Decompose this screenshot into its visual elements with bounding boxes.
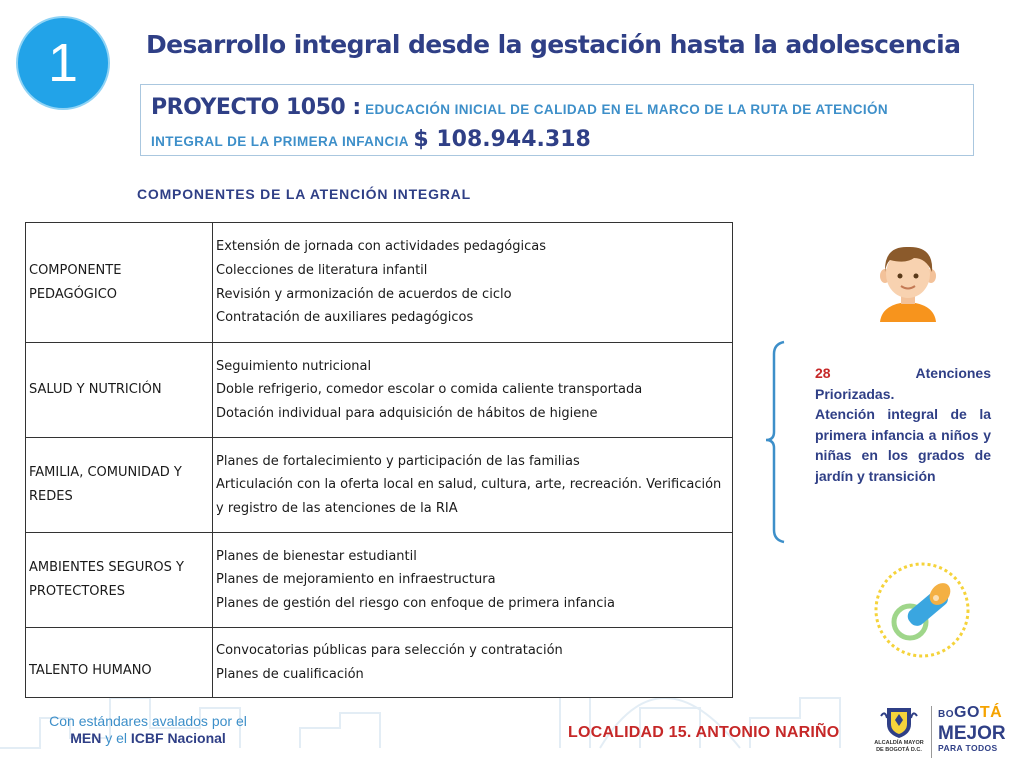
component-activities	[213, 628, 733, 698]
activity-item: Planes de fortalecimiento y participación de las familias	[216, 453, 580, 469]
side-note	[815, 363, 991, 486]
activity-item: Seguimiento nutricional	[216, 358, 372, 374]
table-row	[26, 533, 733, 628]
activity-item: Doble refrigerio, comedor escolar o comida caliente transportada	[216, 382, 643, 398]
brand-mid-line: MEJOR	[938, 723, 1006, 744]
component-activities	[213, 438, 733, 533]
standards-entities	[28, 730, 268, 747]
attention-label-rest: Priorizadas.	[815, 385, 895, 402]
slide-number-badge	[16, 16, 110, 110]
components-table	[25, 222, 733, 698]
brand-accent: TÁ	[979, 704, 1003, 721]
men-label: MEN	[70, 730, 102, 746]
activity-item: Articulación con la oferta local en salud, cultura, arte, recreación. Verificación y registro de las atenciones de la RIA	[216, 477, 722, 516]
boy-avatar-icon	[876, 244, 940, 322]
page-title: Desarrollo integral desde la gestación hasta la adolescencia	[146, 30, 961, 59]
logo-divider	[931, 706, 932, 758]
activity-item: Colecciones de literatura infantil	[216, 262, 428, 278]
attention-count: 28	[815, 365, 831, 381]
activity-item: Extensión de jornada con actividades pedagógicas	[216, 239, 546, 255]
brand-bottom-line: PARA TODOS	[938, 743, 998, 753]
table-row	[26, 343, 733, 438]
project-amount: $ 108.944.318	[413, 127, 591, 152]
brand-small: BO	[938, 709, 954, 720]
activity-item: Convocatorias públicas para selección y contratación	[216, 642, 563, 658]
table-row	[26, 223, 733, 343]
crest-label-line: ALCALDÍA MAYOR	[874, 740, 924, 746]
component-name: FAMILIA, COMUNIDAD Y REDES	[26, 438, 213, 533]
note-line	[815, 363, 991, 384]
crest-label-line: DE BOGOTÁ D.C.	[876, 747, 922, 753]
crest-label	[866, 740, 932, 754]
component-activities	[213, 343, 733, 438]
table-row	[26, 438, 733, 533]
project-name: PROYECTO 1050 :	[151, 95, 361, 120]
standards-note	[28, 713, 268, 747]
attention-label-word: Atenciones	[915, 365, 991, 381]
icbf-label: ICBF Nacional	[130, 730, 226, 746]
bogota-crest-icon	[879, 704, 919, 740]
activity-item: Dotación individual para adquisición de hábitos de higiene	[216, 405, 598, 421]
brand-main: GO	[954, 704, 980, 721]
bracket-shape	[764, 340, 788, 544]
activity-item: Planes de cualificación	[216, 666, 364, 682]
component-name: TALENTO HUMANO	[26, 628, 213, 698]
attention-description: Atención integral de la primera infancia a niños y niñas en los grados de jardín y transición	[815, 406, 991, 484]
bogota-mejor-logo	[938, 704, 1006, 754]
locality-label: LOCALIDAD 15. ANTONIO NARIÑO	[568, 724, 840, 741]
component-name: COMPONENTE PEDAGÓGICO	[26, 223, 213, 343]
activity-item: Planes de bienestar estudiantil	[216, 548, 417, 564]
brand-top-line	[938, 704, 1006, 724]
activity-item: Revisión y armonización de acuerdos de ciclo	[216, 286, 512, 302]
pacifier-icon	[874, 562, 970, 658]
standards-text: Con estándares avalados por el	[49, 713, 247, 729]
and-connector: y el	[101, 730, 131, 746]
component-activities	[213, 223, 733, 343]
component-name: SALUD Y NUTRICIÓN	[26, 343, 213, 438]
component-activities	[213, 533, 733, 628]
project-description: EDUCACIÓN INICIAL DE CALIDAD EN EL MARCO DE LA RUTA DE ATENCIÓN INTEGRAL DE LA PRIMERA INFANCIA	[151, 102, 889, 149]
table-row	[26, 628, 733, 698]
component-name: AMBIENTES SEGUROS Y PROTECTORES	[26, 533, 213, 628]
components-heading: COMPONENTES DE LA ATENCIÓN INTEGRAL	[137, 186, 471, 202]
project-box	[140, 84, 974, 156]
activity-item: Contratación de auxiliares pedagógicos	[216, 310, 474, 326]
activity-item: Planes de gestión del riesgo con enfoque de primera infancia	[216, 595, 615, 611]
activity-item: Planes de mejoramiento en infraestructura	[216, 572, 496, 588]
slide-number: 1	[47, 33, 79, 93]
